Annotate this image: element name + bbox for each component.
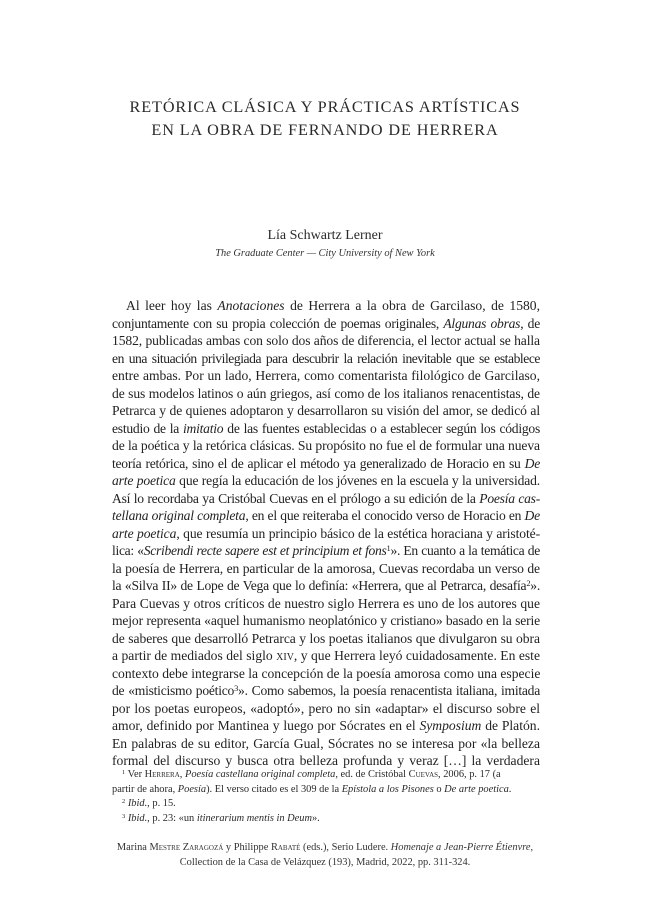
footnotes xyxy=(112,768,540,826)
footer-line-2: Collection de la Casa de Velázquez (193), Madrid, 2022, pp. 311-324. xyxy=(179,857,471,868)
body-line: mejor representa «aquel humanismo neoplatónico y cristiano» basado en la serie xyxy=(112,613,540,628)
body-line: conjuntamente con su propia colección de poemas originales, Algunas obras, de xyxy=(112,315,540,331)
article-title xyxy=(0,96,650,142)
citation-footer xyxy=(0,840,650,870)
body-line: En palabras de su editor, García Gual, Sócrates no se interesa por «la belleza xyxy=(112,735,540,751)
footnote-ref-2[interactable]: 2 xyxy=(526,578,531,589)
body-line: de sus modelos latinos o aún griegos, así como de los italianos renacentistas, de xyxy=(112,385,540,401)
body-line: la poesía de Herrera, en particular de la amorosa, Cuevas recordaba un verso de xyxy=(112,560,540,576)
body-line: Al leer hoy las Anotaciones de Herrera a la obra de Garcilaso, de 1580, xyxy=(126,298,540,313)
body-line: a partir de mediados del siglo xiv, y que Herrera leyó cuidadosamente. En este xyxy=(112,648,540,663)
body-line: de «misticismo poético$^3$». Como sabemos, la poesía renacentista italiana, imitada xyxy=(112,683,540,698)
footnote-1-cont: partir de ahora, Poesía). El verso citado es el 309 de la Epístola a los Pisones o De arte poetica. xyxy=(112,783,512,795)
body-line: formal del discurso y busca otra belleza profunda y veraz […] la verdadera xyxy=(112,753,540,768)
body-line: la «Silva II» de Lope de Vega que lo definía: «Herrera, que al Petrarca, desafía$^2$». xyxy=(112,578,540,593)
body-line: 1582, publicadas ambas con solo dos años de diferencia, el lector actual se halla xyxy=(112,333,540,348)
body-line: contexto debe integrarse la concepción de la poesía amorosa como una especie xyxy=(112,665,541,681)
body-line: lica: «Scribendi recte sapere est et principium et fons$^1$». En cuanto a la temática de xyxy=(112,543,540,558)
title-line-2: EN LA OBRA DE FERNANDO DE HERRERA xyxy=(151,121,499,139)
body-line: Petrarca y de quienes adoptaron y desarrollaron su visión del amor, se dedicó al xyxy=(112,403,540,418)
body-line: teoría retórica, sino el de aplicar el método ya generalizado de Horacio en su De xyxy=(112,455,540,471)
body-text xyxy=(112,297,540,770)
body-line: arte poetica, que resumía un principio básico de la estética horaciana y aristoté- xyxy=(112,525,541,541)
footnote-3: $^3$ Ibid., p. 23: «un itinerarium mentis in Deum». xyxy=(122,812,320,824)
footnote-1: $^1$ Ver Herrera, Poesía castellana original completa, ed. de Cristóbal Cuevas, 2006, p. 17 (a xyxy=(122,769,501,780)
author-affiliation: The Graduate Center — City University of New York xyxy=(215,248,435,259)
body-line: estudio de la imitatio de las fuentes establecidas o a establecer según los códigos xyxy=(112,420,541,436)
body-line: de saberes que desarrolló Petrarca y los poetas italianos que divulgaron su obra xyxy=(112,630,540,646)
body-line: en una situación privilegiada para descubrir la relación inevitable que se establece xyxy=(112,350,540,366)
body-line: de la poética y la retórica clásicas. Su propósito no fue el de formular una nueva xyxy=(112,438,540,453)
body-line: amor, definido por Mantinea y luego por Sócrates en el Symposium de Platón. xyxy=(112,718,540,733)
footnote-2: $^2$ Ibid., p. 15. xyxy=(122,798,176,810)
body-line: tellana original completa, en el que reiteraba el conocido verso de Horacio en De xyxy=(112,508,540,523)
body-line: Para Cuevas y otros críticos de nuestro siglo Herrera es uno de los autores que xyxy=(112,595,540,611)
footer-line-1: Marina Mestre Zaragozá y Philippe Rabaté (eds.), Serio Ludere. Homenaje a Jean-Pierre Étienvre, xyxy=(116,842,534,853)
body-line: Así lo recordaba ya Cristóbal Cuevas en el prólogo a su edición de la Poesía cas- xyxy=(112,490,540,506)
footnote-ref-1[interactable]: 1 xyxy=(386,543,391,554)
footnote-ref-3[interactable]: 3 xyxy=(234,683,239,694)
body-line: por los poetas europeos, «adoptó», pero no sin «adaptar» el discurso sobre el xyxy=(112,700,540,716)
body-line: arte poetica que regía la educación de los jóvenes en la escuela y la universidad. xyxy=(112,473,540,488)
author-name: Lía Schwartz Lerner xyxy=(267,228,383,243)
body-line: entre ambas. Por un lado, Herrera, como comentarista filológico de Garcilaso, xyxy=(112,368,540,383)
title-line-1: RETÓRICA CLÁSICA Y PRÁCTICAS ARTÍSTICAS xyxy=(129,98,521,116)
